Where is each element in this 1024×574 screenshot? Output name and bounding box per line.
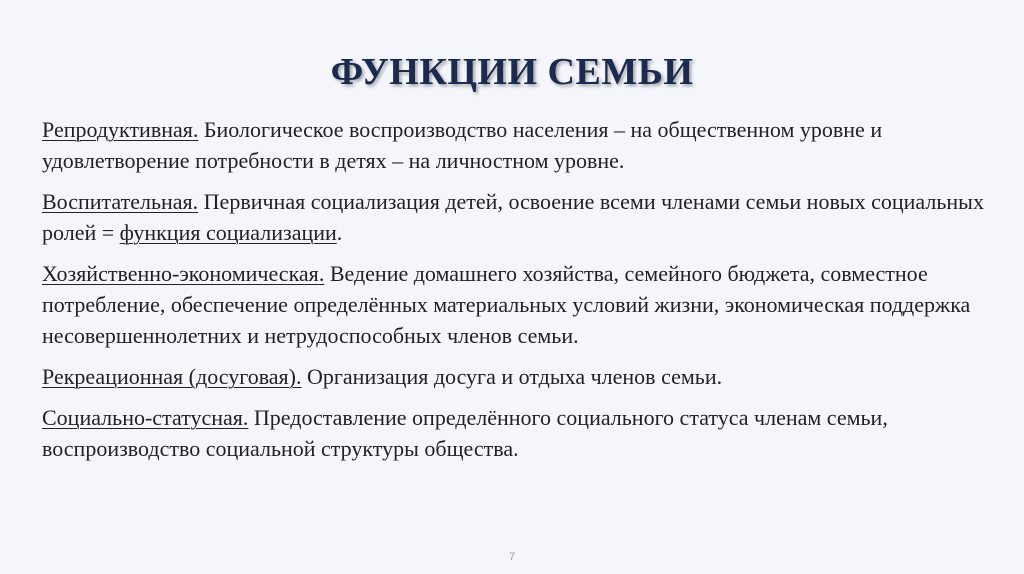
socialization-link: функция социализации (119, 220, 337, 245)
term-economic: Хозяйственно-экономическая. (42, 261, 325, 286)
paragraph-text: Организация досуга и отдыха членов семьи. (301, 364, 723, 389)
paragraph-text: Предоставление определённого социального статуса членам семьи, воспроизводство социальной структуры общества. (42, 405, 888, 461)
slide-title: ФУНКЦИИ СЕМЬИ (330, 51, 694, 93)
paragraph-reproductive (42, 114, 1002, 176)
term-social-status: Социально-статусная. (42, 405, 249, 430)
term-reproductive: Репродуктивная. (42, 117, 199, 142)
term-educational: Воспитательная. (42, 189, 199, 214)
paragraph-economic (42, 258, 1002, 351)
page-number: 7 (508, 551, 516, 563)
paragraph-end: . (336, 220, 343, 245)
paragraph-text: Первичная социализация детей, освоение всеми членами семьи новых социальных ролей = (42, 189, 984, 245)
paragraph-educational (42, 186, 1002, 248)
paragraph-text: Ведение домашнего хозяйства, семейного бюджета, совместное потребление, обеспечение определённых материальных условий жизни, экономическая поддержка несовершеннолетних и нетрудоспособных членов семьи. (42, 261, 971, 348)
paragraph-social-status (42, 402, 1002, 464)
functions-list (42, 114, 1002, 474)
paragraph-recreational (42, 361, 1002, 392)
paragraph-text: Биологическое воспроизводство населения – на общественном уровне и удовлетворение потребности в детях – на личностном уровне. (42, 117, 883, 173)
term-recreational: Рекреационная (досуговая). (42, 364, 302, 389)
